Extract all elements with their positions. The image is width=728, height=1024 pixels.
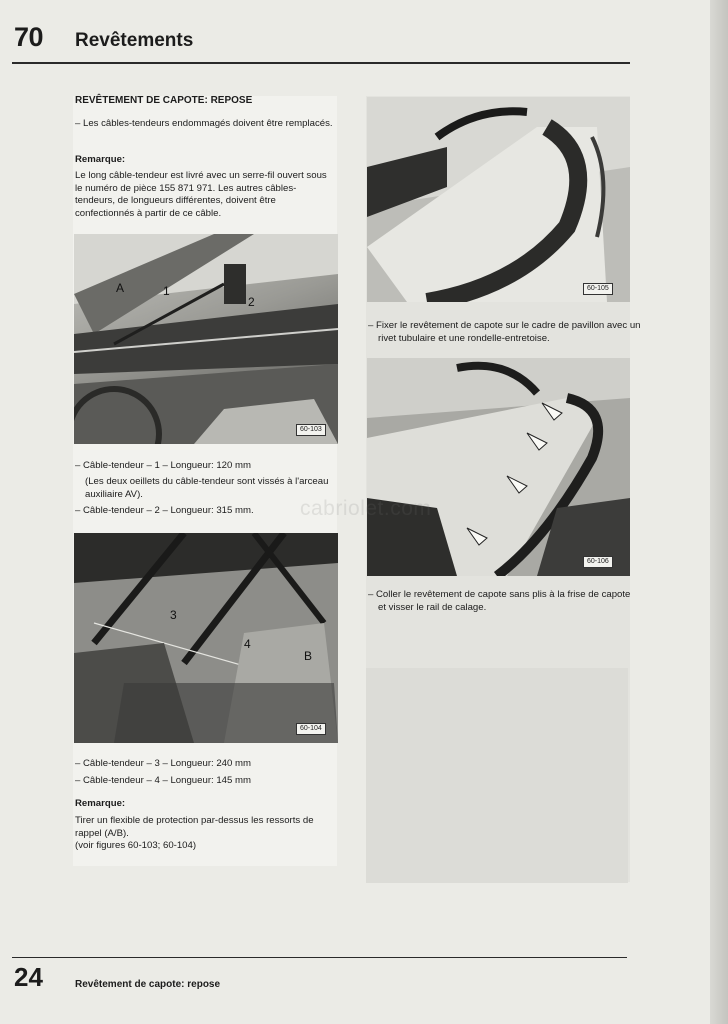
remark-reference: (voir figures 60-103; 60-104)	[75, 840, 197, 851]
figure-60-103-drawing	[74, 234, 338, 444]
figure-label: 60-103	[296, 424, 326, 436]
page-edge	[710, 0, 728, 1024]
footer-title: Revêtement de capote: repose	[75, 979, 221, 990]
callout-4: 4	[244, 637, 251, 651]
fig1-item-2: – Câble-tendeur – 2 – Longueur: 315 mm.	[75, 505, 254, 516]
watermark: cabriolet.com	[300, 497, 432, 520]
remark-heading: Remarque:	[75, 154, 126, 165]
section-title: REVÊTEMENT DE CAPOTE: REPOSE	[75, 95, 253, 106]
chapter-number: 70	[14, 22, 44, 52]
figure-60-105-drawing	[367, 97, 630, 302]
footer-rule	[12, 957, 627, 958]
faded-block	[366, 668, 628, 883]
callout-2: 2	[248, 295, 255, 309]
figure-label: 60-104	[296, 723, 326, 735]
callout-3: 3	[170, 608, 177, 622]
callout-b: B	[304, 649, 313, 663]
figure-label: 60-105	[583, 283, 613, 295]
fig3-caption: – Fixer le revêtement de capote sur le cadre de pavillon avec un rivet tubulaire et une rondelle-entretoise.	[368, 320, 641, 344]
header-rule	[12, 62, 630, 64]
fig2-item-3: – Câble-tendeur – 3 – Longueur: 240 mm	[75, 758, 251, 769]
callout-a: A	[116, 281, 125, 295]
fig2-item-4: – Câble-tendeur – 4 – Longueur: 145 mm	[75, 775, 251, 786]
page-number: 24	[14, 962, 43, 992]
figure-60-106	[367, 358, 630, 576]
remark-text: Le long câble-tendeur est livré avec un serre-fil ouvert sous le numéro de pièce 155 871 971. Les autres câbles-tendeurs, de longueurs différentes, doivent être confectionnés à partir de ce câble.	[75, 170, 327, 219]
fig1-item-1: – Câble-tendeur – 1 – Longueur: 120 mm	[75, 460, 251, 471]
figure-60-103	[74, 234, 338, 444]
fig1-item-note: (Les deux oeillets du câble-tendeur sont vissés à l'arceau auxiliaire AV).	[85, 476, 329, 500]
remark-heading: Remarque:	[75, 798, 126, 809]
figure-label: 60-106	[583, 556, 613, 568]
remark-text: Tirer un flexible de protection par-dessus les ressorts de rappel (A/B).	[75, 815, 314, 839]
figure-60-105	[367, 97, 630, 302]
callout-1: 1	[163, 284, 170, 298]
figure-60-106-drawing	[367, 358, 630, 576]
figure-60-104	[74, 533, 338, 743]
figure-60-104-drawing	[74, 533, 338, 743]
chapter-title: Revêtements	[75, 30, 194, 51]
intro-item: – Les câbles-tendeurs endommagés doivent être remplacés.	[75, 118, 333, 129]
fig4-caption: – Coller le revêtement de capote sans plis à la frise de capote et visser le rail de calage.	[368, 589, 631, 613]
